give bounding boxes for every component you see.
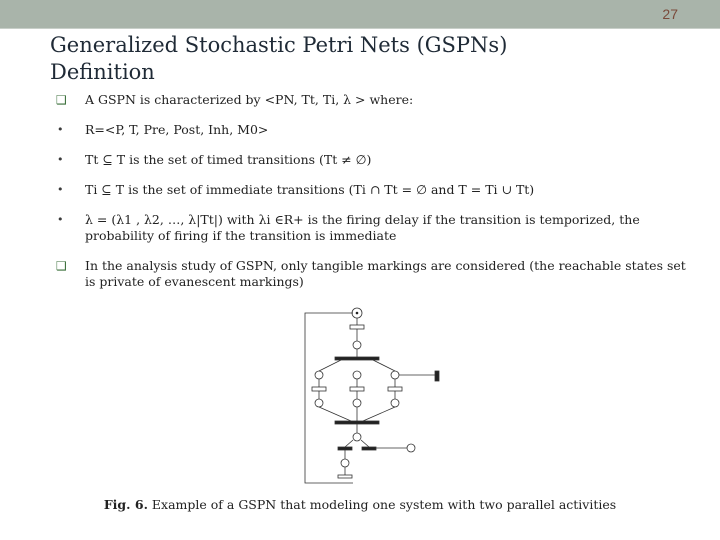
bullet-item	[56, 182, 686, 198]
square-bullet-icon: ❑	[56, 259, 67, 273]
arc	[345, 440, 353, 447]
gspn-diagram	[295, 305, 455, 485]
title-line-2: Definition	[50, 60, 155, 84]
title-line-1: Generalized Stochastic Petri Nets (GSPNs)	[50, 33, 508, 57]
top-bar	[0, 0, 720, 28]
place-right-1	[391, 371, 399, 379]
transition-ko	[362, 447, 376, 450]
bullet-item	[56, 258, 686, 290]
dot-bullet-icon: •	[57, 213, 64, 226]
arc	[373, 360, 395, 371]
square-bullet-icon: ❑	[56, 93, 67, 107]
place-mid-1	[353, 371, 361, 379]
transition-end	[338, 475, 352, 478]
place-p2	[353, 341, 361, 349]
token	[356, 312, 359, 315]
transition-check	[435, 371, 439, 381]
bullet-text: Ti ⊆ T is the set of immediate transitions (Ti ∩ Tt = ∅ and T = Ti ∪ Tt)	[85, 182, 535, 197]
place-mid-2	[353, 399, 361, 407]
caption-label: Fig. 6.	[103, 497, 148, 512]
transition-start	[335, 357, 379, 360]
transition-right	[388, 387, 402, 391]
bullet-text: λ = (λ1 , λ2, …, λ|Tt|) with λi ∈R+ is the firing delay if the transition is temporized, the probability of firing if the transition is immediate	[85, 212, 640, 243]
bullet-list	[56, 92, 686, 304]
bullet-text: A GSPN is characterized by <PN, Tt, Ti, λ > where:	[85, 92, 414, 107]
arc	[319, 407, 351, 421]
arc	[361, 440, 369, 447]
arc	[319, 360, 341, 371]
bullet-text: In the analysis study of GSPN, only tangible markings are considered (the reachable states set is private of evanescent markings)	[85, 258, 686, 289]
transition-sync	[335, 421, 379, 424]
feedback-arc	[305, 313, 353, 483]
page-number: 27	[662, 6, 678, 22]
figure-caption	[0, 497, 720, 512]
transition-left	[312, 387, 326, 391]
dot-bullet-icon: •	[57, 183, 64, 196]
top-bar-divider	[0, 28, 720, 29]
place-right-2	[391, 399, 399, 407]
place-ko	[407, 444, 415, 452]
bullet-text: R=<P, T, Pre, Post, Inh, M0>	[85, 122, 269, 137]
arc	[363, 407, 395, 421]
bullet-item	[56, 152, 686, 168]
transition-t1	[350, 325, 364, 329]
transition-ok	[338, 447, 352, 450]
bullet-item	[56, 122, 686, 138]
place-left-2	[315, 399, 323, 407]
dot-bullet-icon: •	[57, 153, 64, 166]
place-after-sync	[353, 433, 361, 441]
bullet-item	[56, 212, 686, 244]
place-left-1	[315, 371, 323, 379]
bullet-text: Tt ⊆ T is the set of timed transitions (Tt ≠ ∅)	[85, 152, 372, 167]
bullet-item	[56, 92, 686, 108]
place-ok	[341, 459, 349, 467]
transition-mid	[350, 387, 364, 391]
slide-title	[50, 32, 507, 86]
dot-bullet-icon: •	[57, 123, 64, 136]
caption-text: Example of a GSPN that modeling one system with two parallel activities	[151, 497, 617, 512]
